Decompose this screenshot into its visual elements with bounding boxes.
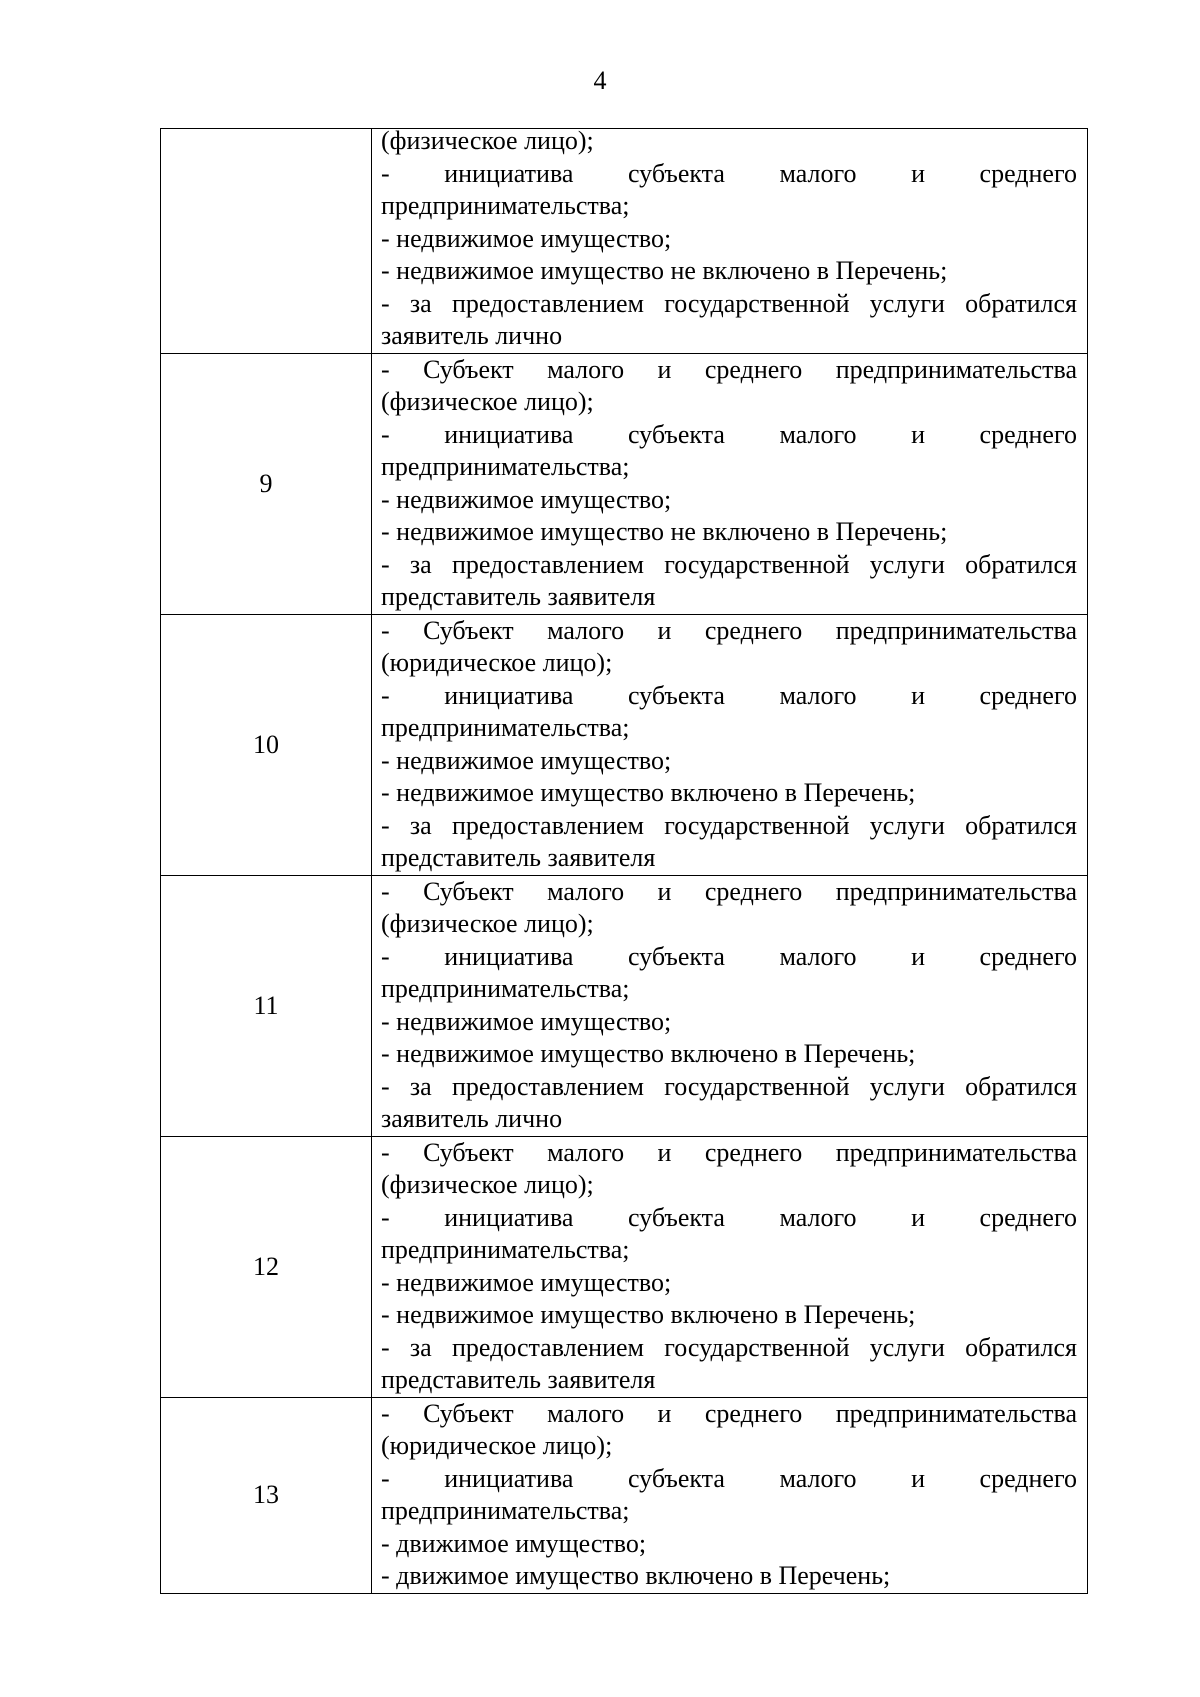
text-line: - недвижимое имущество; [381,223,672,253]
text-line: - движимое имущество включено в Перечень; [381,1561,891,1590]
text-line: - инициатива субъекта малого и среднего [381,680,1077,710]
text-line: предпринимательства; [381,974,630,1003]
text-line: (юридическое лицо); [381,1431,613,1460]
text-line: предпринимательства; [381,713,630,742]
table-row [161,353,1088,614]
text-line: - за предоставлением государственной услуги обратился [381,1071,1077,1101]
text-line: - Субъект малого и среднего предпринимательства [381,876,1077,906]
text-line: предпринимательства; [381,1496,630,1525]
text-line: - недвижимое имущество не включено в Перечень; [381,256,948,285]
row-text-cell [372,126,1088,354]
text-line: предпринимательства; [381,1235,630,1264]
row-number-cell: 9 [161,353,372,614]
text-line: (физическое лицо); [381,387,594,416]
table-row [161,614,1088,875]
table-body [161,126,1088,1594]
text-line: - недвижимое имущество включено в Перечень; [381,1039,916,1068]
row-number-cell: 12 [161,1136,372,1397]
row-text-cell [372,1136,1088,1397]
page-number: 4 [593,66,607,95]
text-line: - за предоставлением государственной услуги обратился [381,1332,1077,1362]
table-row [161,1397,1088,1593]
text-line: (физическое лицо); [381,909,594,938]
text-line: - за предоставлением государственной услуги обратился [381,549,1077,579]
text-line: - инициатива субъекта малого и среднего [381,419,1077,449]
row-text-cell [372,875,1088,1136]
text-line: - недвижимое имущество включено в Перечень; [381,778,916,807]
text-line: - недвижимое имущество; [381,745,672,775]
table-row [161,129,1088,354]
text-line: заявитель лично [381,321,563,350]
row-text-cell [372,614,1088,875]
text-line: - недвижимое имущество; [381,1267,672,1297]
table-row [161,1136,1088,1397]
row-number-cell: 13 [161,1397,372,1593]
text-line: (физическое лицо); [381,126,594,155]
text-line: представитель заявителя [381,582,656,611]
text-line: представитель заявителя [381,1365,656,1394]
text-line: - Субъект малого и среднего предпринимательства [381,1137,1077,1167]
text-line: - за предоставлением государственной услуги обратился [381,288,1077,318]
row-text-cell [372,1397,1088,1593]
row-number-cell [161,129,372,354]
text-line: - недвижимое имущество; [381,484,672,514]
text-line: - Субъект малого и среднего предпринимательства [381,1398,1077,1428]
text-line: - за предоставлением государственной услуги обратился [381,810,1077,840]
row-text-cell [372,353,1088,614]
row-number-cell: 10 [161,614,372,875]
text-line: - Субъект малого и среднего предпринимательства [381,354,1077,384]
text-line: - движимое имущество; [381,1528,647,1558]
text-line: - инициатива субъекта малого и среднего [381,941,1077,971]
text-line: - инициатива субъекта малого и среднего [381,1463,1077,1493]
table-row [161,875,1088,1136]
text-line: - Субъект малого и среднего предпринимательства [381,615,1077,645]
row-number-cell: 11 [161,875,372,1136]
text-line: предпринимательства; [381,452,630,481]
text-line: - недвижимое имущество включено в Перечень; [381,1300,916,1329]
text-line: - недвижимое имущество; [381,1006,672,1036]
text-line: предпринимательства; [381,191,630,220]
text-line: - инициатива субъекта малого и среднего [381,1202,1077,1232]
text-line: заявитель лично [381,1104,563,1133]
text-line: - недвижимое имущество не включено в Перечень; [381,517,948,546]
text-line: (физическое лицо); [381,1170,594,1199]
text-line: - инициатива субъекта малого и среднего [381,158,1077,188]
document-table [160,128,1088,1594]
text-line: (юридическое лицо); [381,648,613,677]
text-line: представитель заявителя [381,843,656,872]
